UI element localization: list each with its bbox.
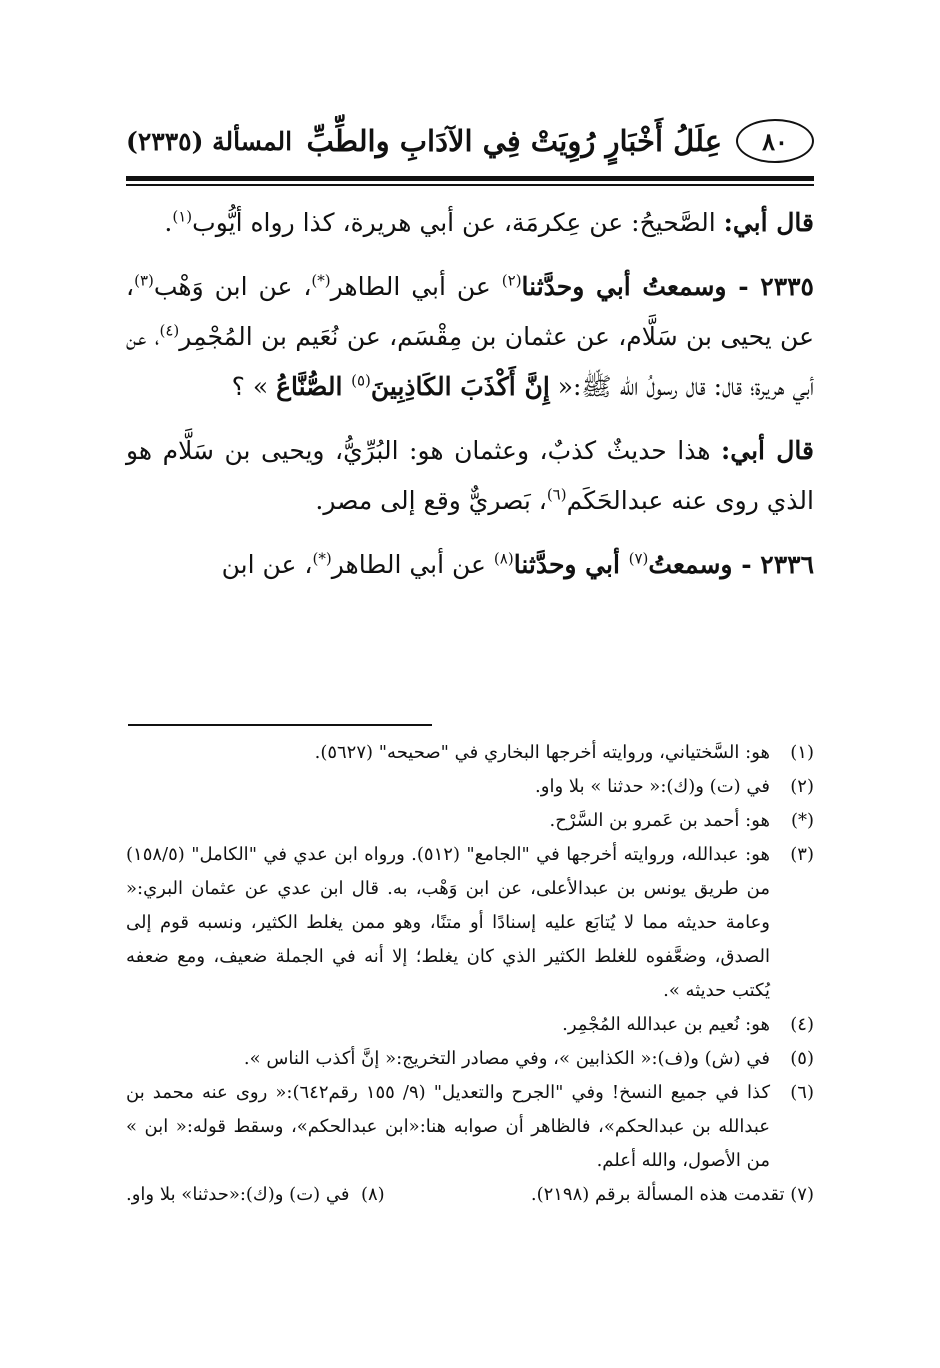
footnote-number: (٦)	[790, 1082, 814, 1103]
footnote-number: (٨)	[360, 1184, 385, 1205]
footnote-3	[126, 838, 814, 1008]
footnote-ref: (*)	[311, 271, 331, 290]
issue-heading: ٢٣٣٥ - وسمعتُ أبي وحدَّثنا	[521, 272, 814, 301]
paragraph-2336	[126, 540, 814, 590]
footnote-ref: (٢)	[501, 271, 522, 290]
main-text	[126, 198, 814, 604]
paragraph-text: ، بَصريٌّ وقع إلى مصر.	[315, 486, 547, 515]
paragraph-text: ، عن أبي هريرة؛ قال: قال رسولُ الله ﷺ:«	[126, 322, 814, 401]
paragraph-text: ، عن ابن	[221, 550, 313, 579]
footnote-ref: (٧)	[628, 549, 649, 568]
issue-label: المسألة (٢٣٣٥)	[126, 126, 293, 156]
footnote-ref: (٣)	[134, 271, 154, 290]
footnote-ref: (*)	[312, 549, 332, 568]
paragraph-text: هذا حديثٌ كذبٌ، وعثمان هو: البُرِّيُّ، ويحيى بن سَلَّام هو الذي روى عنه عبدالحَكَم	[126, 436, 814, 515]
footnote-1	[126, 736, 814, 770]
footnote-number: (٥)	[790, 1048, 814, 1069]
footnote-text: هو: نُعيم بن عبدالله المُجْمِر.	[562, 1014, 770, 1035]
footnote-number: (*)	[790, 810, 814, 831]
footnote-number: (٧)	[790, 1184, 814, 1205]
footnote-text: هو: عبدالله، وروايته أخرجها في "الجامع" (٥١٢). ورواه ابن عدي في "الكامل" (١٥٨/٥) من طريق يونس بن عبدالأعلى، عن ابن وَهْب، به. قال ابن عدي عن عثمان البري:« وعامة حديثه مما لا يُتابَع عليه إسنادًا أو متنًا، وهو ممن يغلط الكثير، ونسبه قوم إلى الصدق، وضعَّفوه للغلط الكثير الذي كان يغلط؛ إلا أنه في الجملة ضعيف، ومع ضعفه يُكتب حديثه ».	[126, 844, 770, 1001]
paragraph-text: » ؟	[231, 372, 277, 401]
paragraph-text: .	[164, 208, 173, 237]
footnote-text: تقدمت هذه المسألة برقم (٢١٩٨).	[530, 1184, 785, 1205]
footnote-number: (٤)	[790, 1014, 814, 1035]
footnote-4	[126, 1008, 814, 1042]
footnote-text: في (ت) و(ك):«حدثنا» بلا واو.	[126, 1184, 350, 1205]
footnotes	[126, 736, 814, 1212]
footnote-number: (٣)	[790, 844, 814, 865]
header-rule-thick	[126, 176, 814, 181]
footnote-number: (١)	[790, 742, 814, 763]
speaker-label: قال أبي:	[721, 436, 814, 465]
footnote-2	[126, 770, 814, 804]
footnote-text: في (ت) و(ك):« حدثنا » بلا واو.	[535, 776, 770, 797]
header-rule-thin	[126, 184, 814, 186]
speaker-label: قال أبي:	[723, 208, 814, 237]
paragraph-text: عن أبي الطاهر	[331, 550, 494, 579]
paragraph-3	[126, 426, 814, 526]
footnote-ref: (١)	[172, 207, 193, 226]
hadith-quote: الصُّنَّاعُ	[276, 372, 352, 401]
footnote-text: هو: السَّختياني، وروايته أخرجها البخاري في "صحيحه" (٥٦٢٧).	[314, 742, 770, 763]
paragraph-text: عن أبي الطاهر	[330, 272, 502, 301]
footnote-separator	[128, 724, 432, 726]
footnote-text: هو: أحمد بن عَمرو بن السَّرْح.	[549, 810, 770, 831]
footnote-text: كذا في جميع النسخ! وفي "الجرح والتعديل" (٩/ ١٥٥ رقم٦٤٢):« روى عنه محمد بن عبدالله بن عبدالحكم»، فالظاهر أن صوابه هنا:«ابن عبدالحكم»، وسقط قوله:« ابن » من الأصول، والله أعلم.	[126, 1082, 771, 1171]
footnote-ref: (٥)	[351, 371, 371, 390]
paragraph-2335	[126, 262, 814, 412]
hadith-quote: إِنَّ أَكْذَبَ الكَاذِبِينَ	[370, 372, 550, 401]
paragraph-1	[126, 198, 814, 248]
footnote-ref: (٨)	[493, 549, 514, 568]
footnote-ref: (٤)	[159, 321, 180, 340]
page-header	[126, 112, 814, 170]
page-number-badge: ٨٠	[736, 119, 814, 163]
footnote-7	[531, 1178, 814, 1212]
footnote-text: في (ش) و(ف):« الكذابين »، وفي مصادر التخريج:« إنَّ أكذب الناس ».	[243, 1048, 770, 1069]
issue-heading: أبي وحدَّثنا	[513, 550, 629, 579]
paragraph-text: ، عن يحيى بن سَلَّام، عن عثمان بن مِقْسَم، عن نُعَيم بن المُجْمِر	[126, 272, 815, 351]
footnote-6	[126, 1076, 814, 1178]
issue-heading: ٢٣٣٦ - وسمعتُ	[648, 550, 814, 579]
footnote-8	[126, 1178, 385, 1212]
footnote-5	[126, 1042, 814, 1076]
paragraph-text: الصَّحيحُ: عن عِكرمَة، عن أبي هريرة، كذا رواه أيُّوب	[192, 208, 724, 237]
footnote-ref: (٦)	[546, 485, 567, 504]
footnote-row-7-8	[126, 1178, 814, 1212]
book-title: عِلَلُ أَخْبَارٍ رُوِيَتْ فِي الآدَابِ والطِّبِّ	[306, 124, 722, 158]
paragraph-text: ، عن ابن وَهْب	[153, 272, 312, 301]
footnote-star	[126, 804, 814, 838]
footnote-number: (٢)	[790, 776, 814, 797]
